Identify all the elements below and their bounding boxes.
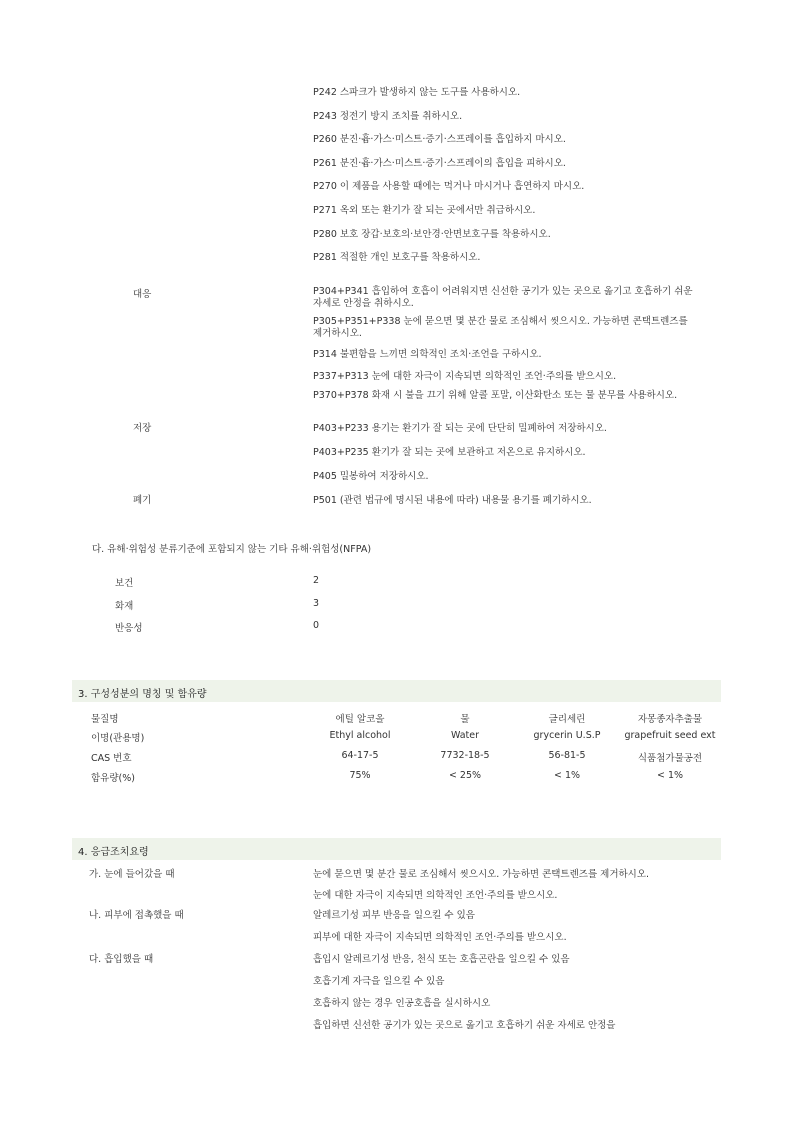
first-aid-inhale-line: 호흡하지 않는 경우 인공호흡을 실시하시오 — [313, 998, 491, 1009]
first-aid-eye-label: 가. 눈에 들어갔을 때 — [89, 869, 175, 880]
precaution-p260: P260 분진·흄·가스·미스트·증기·스프레이를 흡입하지 마시오. — [313, 134, 566, 145]
composition-cell: 물 — [460, 714, 470, 725]
first-aid-inhale-label: 다. 흡입했을 때 — [89, 954, 154, 965]
composition-cell: grycerin U.S.P — [533, 730, 601, 741]
nfpa-heading: 다. 유해·위험성 분류기준에 포함되지 않는 기타 유해·위험성(NFPA) — [92, 544, 372, 555]
composition-cell: 75% — [349, 770, 371, 781]
first-aid-inhale-line: 흡입하면 신선한 공기가 있는 곳으로 옮기고 호흡하기 쉬운 자세로 안정을 — [313, 1020, 616, 1031]
composition-cell: < 1% — [553, 770, 581, 781]
precaution-p271: P271 옥외 또는 환기가 잘 되는 곳에서만 취급하시오. — [313, 205, 536, 216]
first-aid-eye-line: 눈에 묻으면 몇 분간 물로 조심해서 씻으시오. 가능하면 콘택트렌즈를 제거하시오. — [313, 869, 650, 880]
first-aid-inhale-line: 흡입시 알레르기성 반응, 천식 또는 호흡곤란을 일으킬 수 있음 — [313, 954, 570, 965]
composition-cell: 64-17-5 — [341, 750, 379, 761]
precaution-p370: P370+P378 화재 시 불을 끄기 위해 알콜 포말, 이산화탄소 또는 물 분무를 사용하시오. — [313, 390, 678, 401]
precaution-p314: P314 불편함을 느끼면 의학적인 조치·조언을 구하시오. — [313, 349, 542, 360]
first-aid-skin-line: 피부에 대한 자극이 지속되면 의학적인 조언·주의를 받으시오. — [313, 932, 567, 943]
precaution-p261: P261 분진·흄·가스·미스트·증기·스프레이의 흡입을 피하시오. — [313, 158, 566, 169]
section-3-header — [72, 680, 721, 702]
composition-cell: 56-81-5 — [548, 750, 586, 761]
composition-cell: < 1% — [656, 770, 684, 781]
composition-cell: < 25% — [448, 770, 482, 781]
composition-cell: 글리세린 — [548, 714, 586, 725]
precaution-p305: P305+P351+P338 눈에 묻으면 몇 분간 물로 조심해서 씻으시오. 가능하면 콘택트렌즈를 제거하시오. — [313, 316, 688, 339]
section-4-header — [72, 838, 721, 860]
disposal-label: 폐기 — [133, 495, 152, 506]
response-label: 대응 — [133, 289, 152, 300]
composition-cell: 식품첨가물공전 — [637, 753, 703, 764]
first-aid-skin-line: 알레르기성 피부 반응을 일으킬 수 있음 — [313, 910, 475, 921]
composition-cell: 7732-18-5 — [440, 750, 490, 761]
first-aid-skin-label: 나. 피부에 접촉했을 때 — [89, 910, 184, 921]
nfpa-label-fire: 화재 — [115, 601, 134, 612]
precaution-p405: P405 밀봉하여 저장하시오. — [313, 471, 429, 482]
nfpa-value-reactivity: 0 — [313, 620, 320, 631]
precaution-p243: P243 정전기 방지 조치를 취하시오. — [313, 111, 463, 122]
composition-cell: Ethyl alcohol — [329, 730, 391, 741]
precaution-p280: P280 보호 장갑·보호의·보안경·안면보호구를 착용하시오. — [313, 229, 551, 240]
precaution-p403-235: P403+P235 환기가 잘 되는 곳에 보관하고 저온으로 유지하시오. — [313, 447, 586, 458]
precaution-p242: P242 스파크가 발생하지 않는 도구를 사용하시오. — [313, 87, 521, 98]
precaution-p281: P281 적절한 개인 보호구를 착용하시오. — [313, 252, 481, 263]
composition-row-label: 물질명 — [91, 714, 119, 725]
precaution-p337: P337+P313 눈에 대한 자극이 지속되면 의학적인 조언·주의를 받으시오. — [313, 371, 617, 382]
composition-cell: 에틸 알코올 — [335, 714, 385, 725]
section-3-title: 3. 구성성분의 명칭 및 함유량 — [78, 689, 207, 700]
composition-row-label: 함유량(%) — [91, 773, 135, 784]
composition-cell: Water — [450, 730, 480, 741]
precaution-p501: P501 (관련 법규에 명시된 내용에 따라) 내용물 용기를 폐기하시오. — [313, 495, 592, 506]
composition-cell: 자몽종자추출물 — [637, 714, 703, 725]
nfpa-value-health: 2 — [313, 575, 320, 586]
nfpa-label-reactivity: 반응성 — [115, 623, 143, 634]
composition-cell: grapefruit seed ext — [624, 730, 716, 741]
first-aid-eye-line: 눈에 대한 자극이 지속되면 의학적인 조언·주의를 받으시오. — [313, 890, 558, 901]
first-aid-inhale-line: 호흡기계 자극을 일으킬 수 있음 — [313, 976, 445, 987]
nfpa-value-fire: 3 — [313, 598, 320, 609]
precaution-p270: P270 이 제품을 사용할 때에는 먹거나 마시거나 흡연하지 마시오. — [313, 181, 585, 192]
section-4-title: 4. 응급조치요령 — [78, 847, 149, 858]
storage-label: 저장 — [133, 423, 152, 434]
composition-row-label: CAS 번호 — [91, 753, 132, 764]
nfpa-label-health: 보건 — [115, 578, 134, 589]
precaution-p304: P304+P341 흡입하여 호흡이 어려워지면 신선한 공기가 있는 곳으로 옮기고 호흡하기 쉬운 자세로 안정을 취하시오. — [313, 286, 693, 309]
composition-row-label: 이명(관용명) — [91, 733, 145, 744]
precaution-p403-233: P403+P233 용기는 환기가 잘 되는 곳에 단단히 밀폐하여 저장하시오. — [313, 423, 607, 434]
